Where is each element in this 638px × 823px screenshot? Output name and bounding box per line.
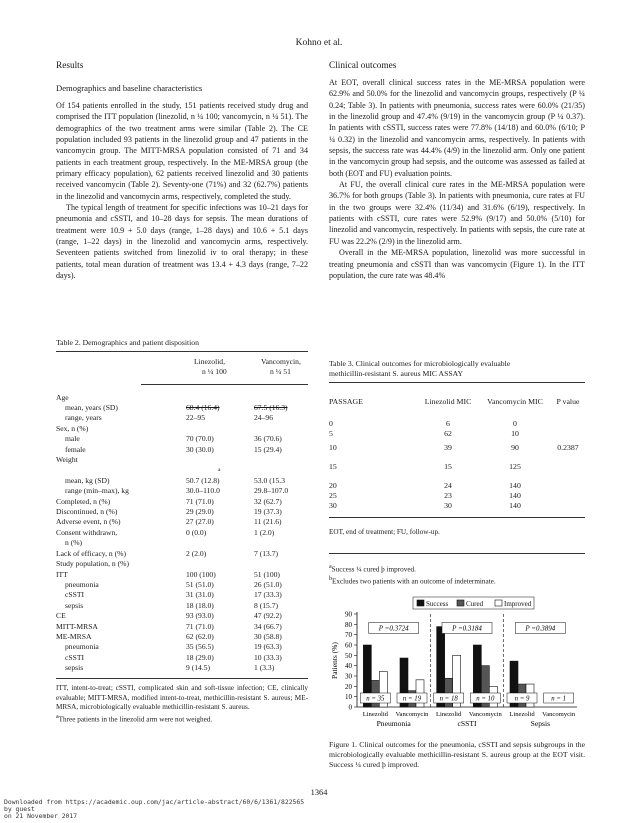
table-rule — [329, 517, 585, 518]
download-line: on 21 November 2017 — [4, 812, 78, 821]
y-tick-label: 40 — [345, 662, 352, 671]
table-row — [56, 434, 308, 444]
row-label: mean, years (SD) — [65, 403, 118, 412]
table-cell — [551, 419, 585, 429]
note-text: Success ¼ cured þ improved. — [331, 565, 416, 574]
table3-note-a: $^a$Success ¼ cured þ improved. — [329, 563, 416, 574]
y-tick-label: 50 — [345, 651, 352, 660]
table-row — [329, 462, 585, 481]
row-label: mean, kg (SD) — [65, 475, 110, 485]
table-rule — [56, 351, 308, 352]
table-row — [329, 429, 585, 439]
page-number: 1364 — [310, 788, 328, 797]
row-label: range, years — [65, 413, 102, 423]
paragraph: Overall in the ME-MRSA population, linezolid was more successful in treating pneumonia and cSSTI than was vancomycin (Figure 1). In the ITT population, the cure rate was 48.4% — [329, 248, 585, 280]
linezolid-value: 71 (71.0) — [186, 621, 214, 631]
table-rule — [141, 384, 308, 385]
vancomycin-value: 51 (100) — [254, 569, 280, 579]
linezolid-value: 2 (2.0) — [186, 548, 207, 558]
table-row — [56, 465, 308, 475]
table-row — [56, 507, 308, 517]
column-header: PASSAGE — [329, 396, 363, 406]
subsection-title-demographics: Demographics and baseline characteristics — [56, 83, 203, 93]
linezolid-value: 22–95 — [186, 413, 205, 423]
caption-line: Table 3. Clinical outcomes for microbiologically evaluable — [329, 359, 511, 368]
y-tick-label: 30 — [345, 672, 352, 681]
linezolid-value — [186, 393, 254, 403]
table-cell — [551, 501, 585, 511]
linezolid-value: 51 (51.0) — [186, 579, 214, 589]
row-label: male — [65, 434, 80, 444]
vancomycin-value — [254, 393, 308, 403]
table-row — [56, 559, 308, 569]
vancomycin-value: 1 (3.3) — [254, 663, 275, 673]
linezolid-value: 18 (18.0) — [186, 600, 214, 610]
table-cell: 24 — [444, 480, 452, 490]
paragraph: At EOT, overall clinical success rates in the ME-MRSA population were 62.9% and 50.0% for the linezolid and vancomycin groups, respectively (P ¼ 0.24; Table 3). In patients with pneumonia, success rates were 60.0% (21/35) in the linezolid group and 47.4% (9/19) in the vancomycin group (P ¼ 0.37). In patients with cSSTI, success rates were 77.8% (14/18) and 60.0% (6/10; P ¼ 0.32) in the linezolid and vancomycin arms, respectively. In patients with sepsis, the success rate was 44.4% (4/9) in the linezolid arm. Only one patient in the vancomycin group had sepsis, and the outcome was assessed as failed at both (EOT and FU) evaluation points. — [329, 78, 585, 178]
row-label: Consent withdrawn, — [56, 527, 118, 537]
row-label: MITT-MRSA — [56, 621, 98, 631]
table-row — [56, 611, 308, 621]
table-row — [56, 455, 308, 465]
y-tick-label: 60 — [345, 641, 352, 650]
vancomycin-value: 1 (2.0) — [254, 527, 275, 537]
vancomycin-value: 34 (66.7) — [254, 621, 282, 631]
table-rule — [329, 553, 585, 554]
col-head: n ¼ 100 — [202, 366, 227, 376]
paragraph: At FU, the overall clinical cure rates in the ME-MRSA population were 36.7% for both groups (Table 3). In patients with pneumonia, cure rates at FU in the two groups were 32.4% (11/34) and 31.6% (6/19), respectively. In patients with cSSTI, cure rates were 52.9% (9/17) and 50.0% (5/10) for linezolid and vancomycin, respectively. In patients with sepsis, the cure rate at FU was 22.2% (2/9) in the linezolid arm. — [329, 180, 585, 246]
table-cell — [551, 462, 585, 481]
y-axis-label: Patients (%) — [330, 642, 339, 679]
table-row — [329, 501, 585, 511]
n-label: n = 9 — [514, 695, 530, 703]
n-label: n = 35 — [366, 695, 385, 703]
table-row — [56, 486, 308, 496]
figure1-caption: Figure 1. Clinical outcomes for the pneumonia, cSSTI and sepsis subgroups in the microbiologically evaluable methicillin-resistant S. aureus group at the EOT visit. Success ¼ cured þ improved. — [329, 740, 585, 770]
table-cell: 140 — [509, 480, 521, 490]
table-rule — [56, 678, 308, 679]
table3-footnote: EOT, end of treatment; FU, follow-up. — [329, 527, 440, 536]
table-cell: 25 — [329, 490, 337, 500]
table-cell: 90 — [511, 442, 519, 452]
table-row — [56, 476, 308, 486]
table-cell: 30 — [329, 500, 337, 510]
table-row — [56, 663, 308, 673]
x-tick-label: Linezolid — [362, 711, 388, 718]
footnote-text: Three patients in the linezolid arm were not weighed. — [58, 714, 213, 723]
table-cell — [551, 491, 585, 501]
linezolid-value: 0 (0.0) — [186, 527, 207, 537]
y-tick-label: 70 — [345, 631, 352, 640]
table3-body — [329, 397, 585, 511]
legend-swatch — [495, 600, 502, 606]
table-cell: 30 — [444, 500, 452, 510]
left-body-text — [56, 100, 308, 282]
paragraph: Of 154 patients enrolled in the study, 151 patients received study drug and comprised the ITT population (linezolid, n ¼ 100; vancomycin, n ¼ 51). The demographics of the two treatment arms were similar (Table 2). The CE population included 93 patients in the linezolid group and 47 patients in the vancomycin group. The MITT-MRSA population consisted of 71 and 34 patients in each treatment group, respectively. In the ME-MRSA group (the primary efficacy population), 62 patients received linezolid and 30 patients received vancomycin (Table 2). Seventy-one (71%) and 32 (62.7%) patients in the linezolid and vancomycin arms, respectively, completed the study. — [56, 101, 308, 201]
vancomycin-value: 24–96 — [254, 413, 273, 423]
legend-label: Success — [426, 600, 449, 608]
linezolid-value: 62 (62.0) — [186, 631, 214, 641]
row-label: pneumonia — [65, 642, 99, 652]
table-cell: 140 — [509, 490, 521, 500]
linezolid-value: 31 (31.0) — [186, 590, 214, 600]
x-tick-label: Vancomycin — [395, 711, 429, 718]
table-row — [56, 590, 308, 600]
y-tick-label: 90 — [345, 610, 352, 619]
row-label: Adverse event, n (%) — [56, 517, 121, 527]
table-row — [329, 481, 585, 491]
vancomycin-value: 53.0 (15.3 — [254, 475, 286, 485]
table-row — [56, 517, 308, 527]
row-label: cSSTI — [65, 590, 84, 600]
table2 — [56, 351, 308, 724]
row-label: sepsis — [65, 663, 84, 673]
vancomycin-value: 30 (58.8) — [254, 631, 282, 641]
row-label: n (%) — [65, 538, 83, 548]
vancomycin-value — [254, 424, 308, 434]
row-label: range (min–max), kg — [65, 486, 129, 496]
row-label: cSSTI — [65, 652, 84, 662]
table-cell: 10 — [329, 442, 337, 452]
row-label: ITT — [56, 569, 68, 579]
linezolid-value: 100 (100) — [186, 569, 216, 579]
group-label: cSSTI — [457, 719, 477, 728]
y-tick-label: 20 — [345, 682, 352, 691]
table2-caption: Table 2. Demographics and patient disposition — [56, 338, 199, 347]
table-cell: 10 — [511, 428, 519, 438]
table-row — [56, 403, 308, 413]
vancomycin-value: 19 (37.3) — [254, 507, 282, 517]
legend-label: Cured — [466, 600, 484, 608]
row-label: CE — [56, 611, 66, 621]
linezolid-value: 71 (71.0) — [186, 496, 214, 506]
vancomycin-value — [254, 559, 308, 569]
table2-footnote: ITT, intent-to-treat; cSSTI, complicated skin and soft-tissue infection; CE, clinically evaluable; MITT-MRSA, modified intent-to-treat, methicillin-resistant S. aureus; ME-MRSA, microbiologically evaluable methicillin-resistant S. aureus. — [56, 684, 308, 712]
table-cell: 62 — [444, 428, 452, 438]
note-text: Excludes two patients with an outcome of indeterminate. — [332, 576, 496, 585]
section-title-clinical-outcomes: Clinical outcomes — [329, 61, 397, 71]
vancomycin-value: 47 (92.2) — [254, 611, 282, 621]
linezolid-value: 93 (93.0) — [186, 611, 214, 621]
p-value-label: P =0.3724 — [378, 624, 409, 633]
vancomycin-value: 8 (15.7) — [254, 600, 279, 610]
row-label: female — [65, 444, 86, 454]
column-header: P value — [556, 396, 580, 406]
vancomycin-value: 17 (33.3) — [254, 590, 282, 600]
table-cell: 15 — [444, 461, 452, 471]
vancomycin-value: 36 (70.6) — [254, 434, 282, 444]
running-head: Kohno et al. — [295, 38, 343, 48]
n-label: n = 10 — [476, 695, 495, 703]
linezolid-value: 29 (29.0) — [186, 507, 214, 517]
row-label: Weight — [56, 455, 78, 465]
legend-swatch — [417, 600, 424, 606]
linezolid-value: 70 (70.0) — [186, 434, 214, 444]
download-line: Downloaded from https://academic.oup.com/jac/article-abstract/60/6/1361/822565 — [4, 798, 305, 806]
table-cell: 5 — [329, 428, 333, 438]
y-tick-label: 80 — [345, 620, 352, 629]
n-label: n = 18 — [439, 695, 458, 703]
p-value-label: P =0.3894 — [525, 624, 556, 633]
table-row — [56, 497, 308, 507]
row-label: pneumonia — [65, 579, 99, 589]
table-cell: 39 — [444, 442, 452, 452]
vancomycin-value: 26 (51.0) — [254, 579, 282, 589]
table-cell — [551, 429, 585, 439]
table-row — [56, 601, 308, 611]
table-row — [56, 642, 308, 652]
linezolid-value: 9 (14.5) — [186, 663, 211, 673]
table2-body — [56, 393, 308, 674]
linezolid-value — [186, 538, 254, 548]
vancomycin-value: 11 (21.6) — [254, 517, 282, 527]
table-row — [56, 632, 308, 642]
vancomycin-value — [254, 455, 308, 465]
table-cell: 125 — [509, 461, 521, 471]
n-label: n = 1 — [551, 695, 567, 703]
table3-caption — [329, 359, 585, 379]
row-label — [56, 465, 186, 475]
table-cell: 23 — [444, 490, 452, 500]
p-value-label: P =0.3184 — [452, 624, 482, 633]
vancomycin-value: 19 (63.3) — [254, 642, 282, 652]
linezolid-value: 35 (56.5) — [186, 642, 214, 652]
row-label: Age — [56, 392, 69, 402]
table-row — [56, 413, 308, 423]
paragraph: The typical length of treatment for specific infections was 10–21 days for pneumonia and cSSTI, and 10–28 days for sepsis. The mean durations of treatment were 10.9 + 5.0 days (range, 1–28 days) and 10.6 + 5.1 days (range, 1–22 days) in the linezolid and vancomycin arms, respectively. Seventeen patients switched from linezolid iv to oral therapy; in these patients, total mean duration of treatment was 13.4 + 4.3 days (range, 7–22 days). — [56, 203, 308, 281]
x-tick-label: Vancomycin — [542, 711, 576, 718]
table2-footnote-a: $^a$Three patients in the linezolid arm were not weighed. — [56, 713, 213, 723]
table-cell: 0 — [513, 418, 517, 428]
col-head: Vancomycin, — [261, 356, 301, 366]
vancomycin-value — [254, 538, 308, 548]
group-label: Pneumonia — [376, 719, 411, 728]
table-cell: 15 — [329, 461, 337, 471]
linezolid-value: 68.4 (16.4) — [186, 403, 220, 412]
linezolid-value: a — [218, 467, 221, 474]
table-row — [329, 439, 585, 462]
table2-header — [56, 357, 308, 382]
table-row — [329, 419, 585, 429]
row-label: Discontinued, n (%) — [56, 507, 118, 517]
col-head: Linezolid, — [194, 356, 225, 366]
legend-label: Improved — [504, 600, 532, 608]
figure1-chart — [329, 592, 585, 737]
vancomycin-value: 15 (29.4) — [254, 444, 282, 454]
row-label: Sex, n (%) — [56, 423, 89, 433]
table-header-row — [329, 397, 585, 419]
group-label: Sepsis — [530, 719, 551, 728]
row-label: sepsis — [65, 600, 84, 610]
x-tick-label: Linezolid — [436, 711, 462, 718]
linezolid-value — [186, 559, 254, 569]
linezolid-value: 50.7 (12.8) — [186, 475, 220, 485]
right-body-text — [329, 77, 585, 281]
x-tick-label: Linezolid — [509, 711, 535, 718]
col-head: n ¼ 51 — [270, 366, 291, 376]
y-tick-label: 0 — [348, 703, 352, 712]
vancomycin-value — [254, 465, 308, 475]
vancomycin-value: 7 (13.7) — [254, 548, 279, 558]
linezolid-value — [186, 424, 254, 434]
y-tick-label: 10 — [345, 693, 352, 702]
row-label: Completed, n (%) — [56, 496, 111, 506]
linezolid-value: 18 (29.0) — [186, 652, 214, 662]
table-cell: 140 — [509, 500, 521, 510]
download-notice — [4, 799, 304, 821]
table-row — [56, 622, 308, 632]
table-row — [56, 424, 308, 434]
table-row — [56, 528, 308, 538]
row-label: ME-MRSA — [56, 631, 92, 641]
vancomycin-value: 10 (33.3) — [254, 652, 282, 662]
vancomycin-value: 29.8–107.0 — [254, 486, 289, 496]
linezolid-value: 30 (30.0) — [186, 444, 214, 454]
column-header: Vancomycin MIC — [487, 396, 543, 406]
table-row — [329, 491, 585, 501]
download-line: by guest — [4, 805, 35, 814]
caption-line: methicillin-resistant S. aureus MIC ASSAY — [329, 369, 464, 379]
row-label: Study population, n (%) — [56, 559, 129, 569]
table-cell — [551, 481, 585, 491]
n-label: n = 19 — [402, 695, 422, 703]
table-cell: 6 — [446, 418, 450, 428]
table-rule — [329, 382, 585, 383]
table-cell: 0.2387 — [557, 442, 579, 452]
section-title-results: Results — [56, 61, 84, 71]
table-row — [56, 549, 308, 559]
table3 — [329, 382, 585, 586]
table-row — [56, 570, 308, 580]
table3-note-b: $^b$Excludes two patients with an outcome of indeterminate. — [329, 575, 496, 585]
table-row — [56, 580, 308, 590]
x-tick-label: Vancomycin — [468, 711, 502, 718]
table-row — [56, 538, 308, 548]
row-label: Lack of efficacy, n (%) — [56, 548, 126, 558]
linezolid-value: 27 (27.0) — [186, 517, 214, 527]
table-cell: 0 — [329, 418, 333, 428]
vancomycin-value: 67.5 (16.3) — [254, 403, 288, 412]
vancomycin-value: 32 (62.7) — [254, 496, 282, 506]
linezolid-value: 30.0–110.0 — [186, 486, 220, 496]
column-header: Linezolid MIC — [424, 396, 472, 406]
legend-swatch — [457, 600, 464, 606]
table-row — [56, 393, 308, 403]
table-cell: 20 — [329, 480, 337, 490]
table-row — [56, 653, 308, 663]
table-row — [56, 445, 308, 455]
linezolid-value — [186, 455, 254, 465]
